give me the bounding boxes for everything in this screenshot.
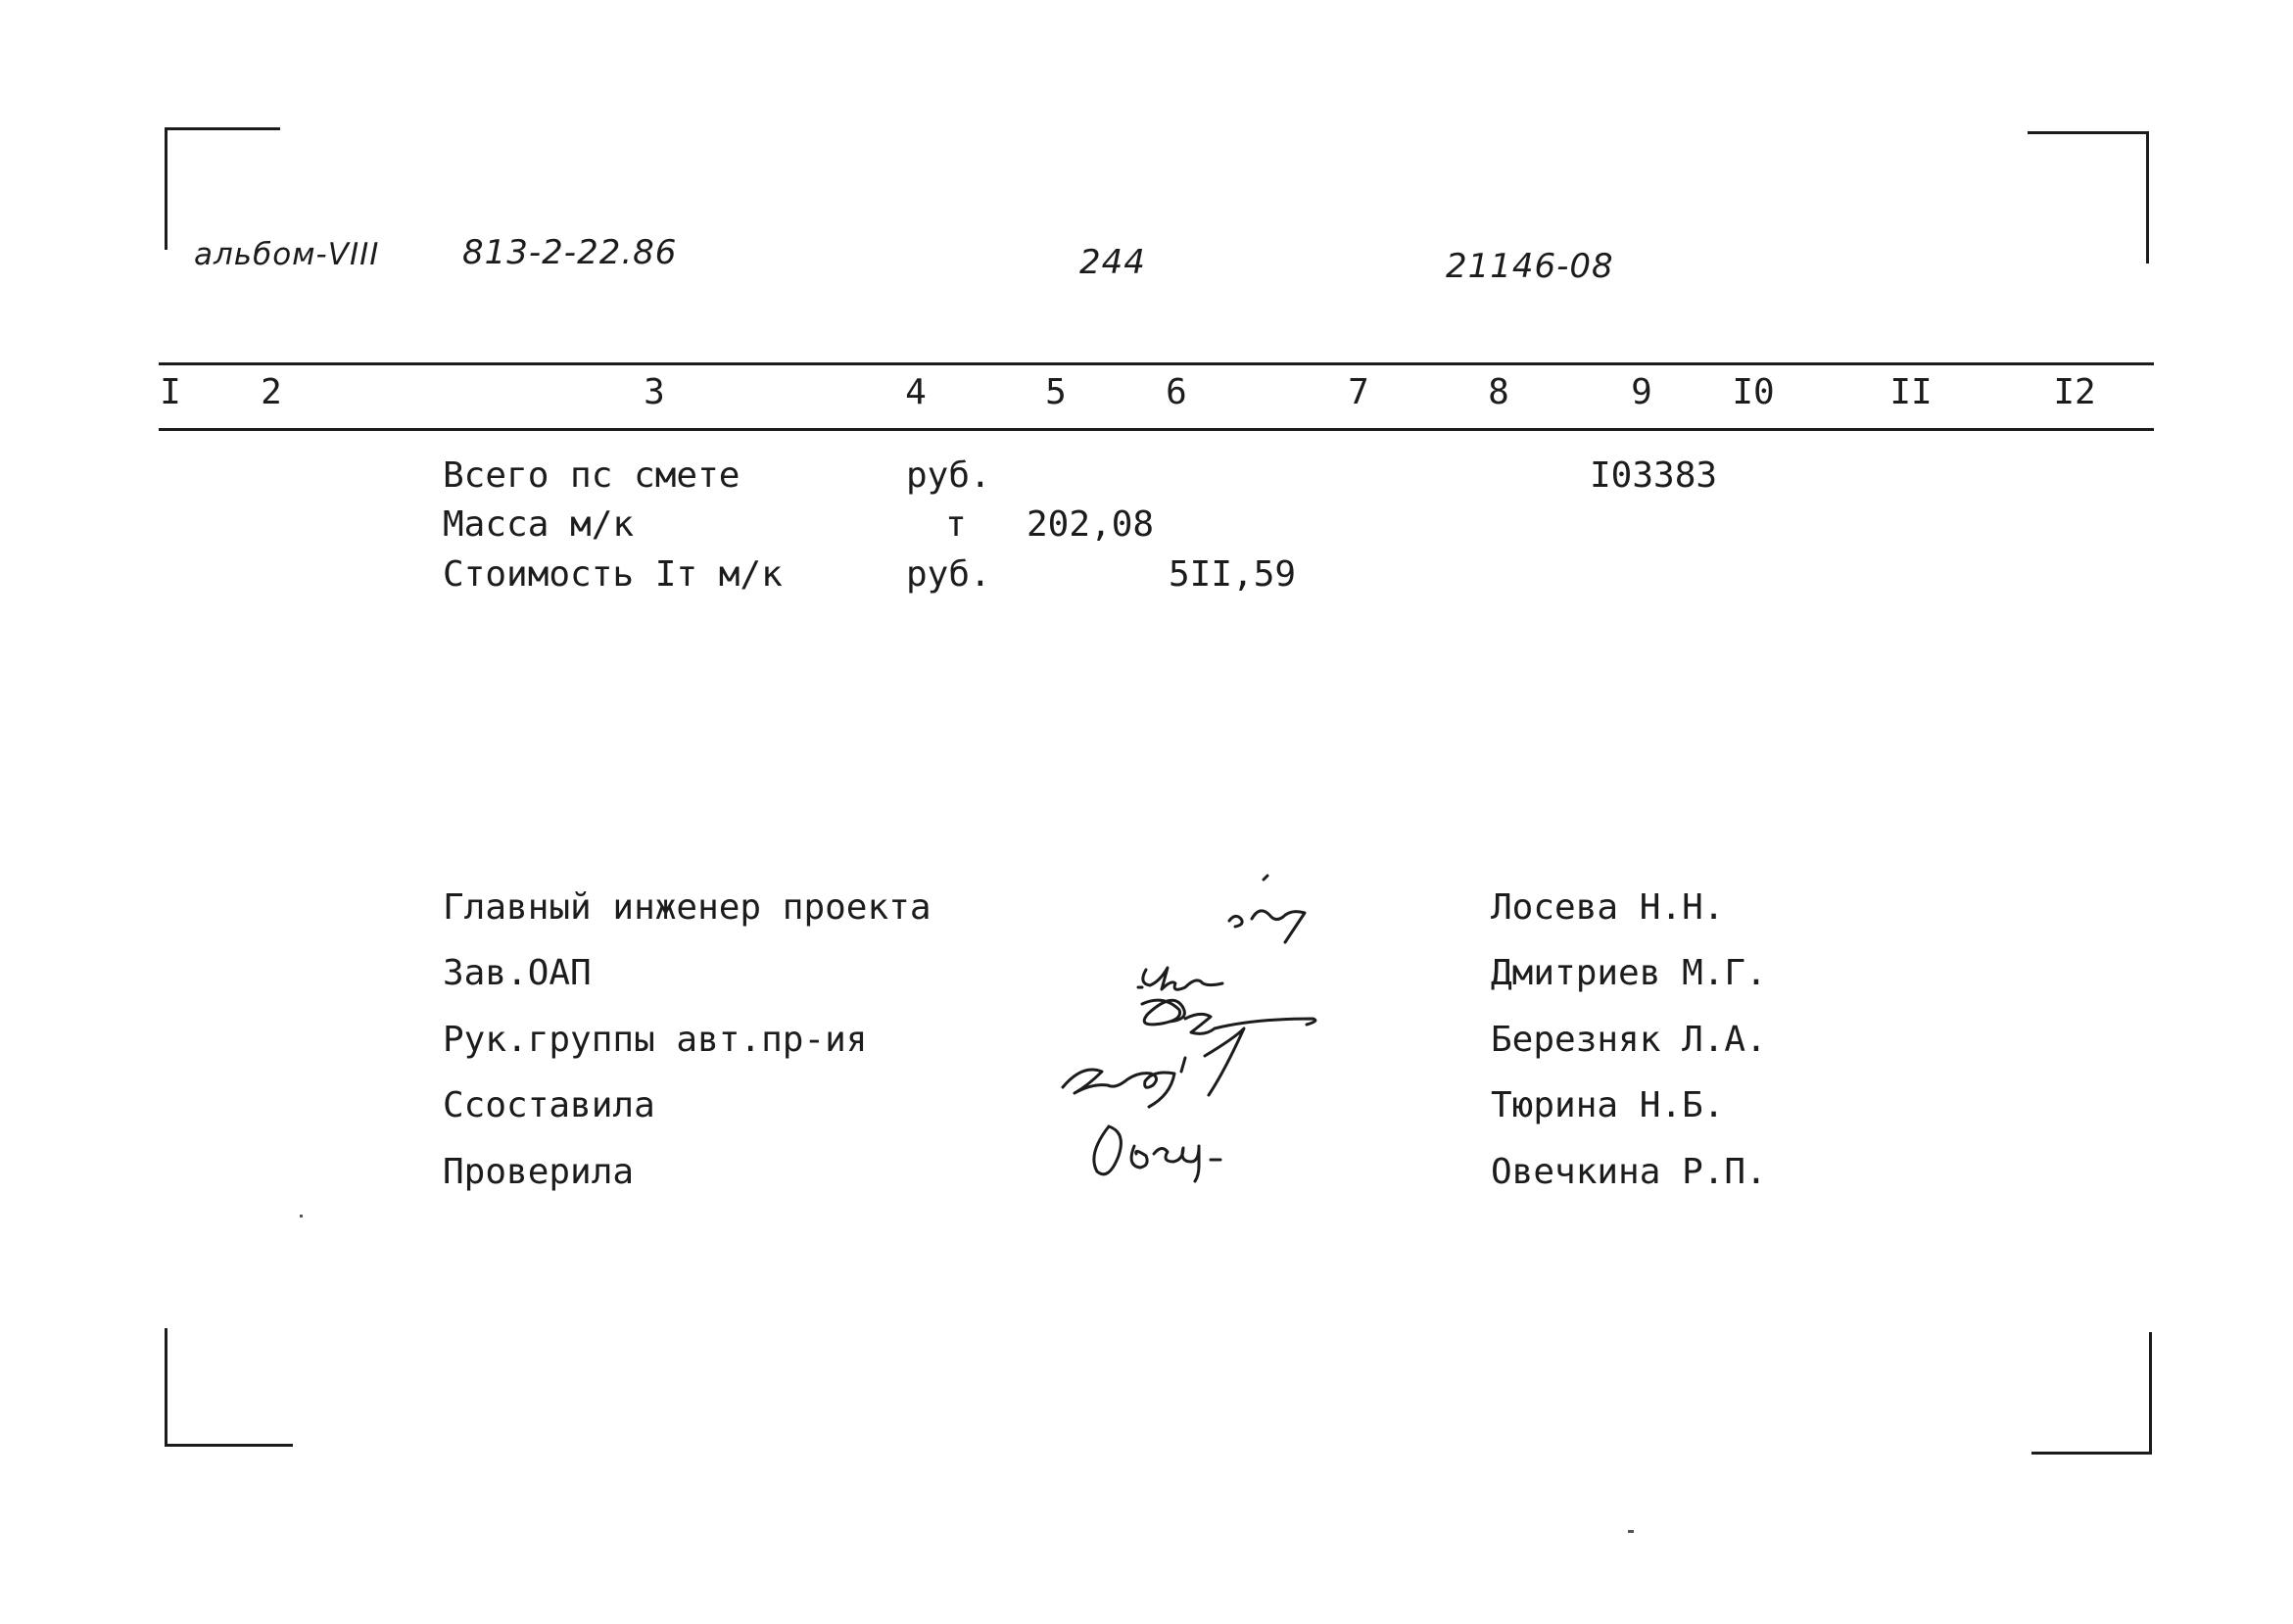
corner-mark-top-left (165, 127, 280, 250)
column-number: I (160, 372, 181, 412)
row-label: Всего пс смете (443, 455, 740, 496)
row-value-col6: 5II,59 (1169, 554, 1297, 595)
signatory-name: Лосева Н.Н. (1491, 887, 1725, 928)
document-number: 21146-08 (1446, 247, 1614, 286)
signatory-role: Зав.ОАП (443, 953, 592, 993)
summary-row-unit-cost (0, 554, 2293, 599)
column-number: II (1889, 372, 1933, 412)
summary-row-total-cost (0, 455, 2293, 501)
column-number: 3 (644, 372, 665, 412)
signatory-name: Тюрина Н.Б. (1491, 1085, 1725, 1125)
corner-mark-top-right (2028, 131, 2149, 263)
column-number: 9 (1631, 372, 1652, 412)
project-code: 813-2-22.86 (462, 233, 678, 272)
column-number: 7 (1348, 372, 1369, 412)
summary-row-mass (0, 504, 2293, 549)
corner-mark-bottom-right (2031, 1332, 2152, 1455)
row-value-col5: 202,08 (1027, 504, 1155, 545)
scan-speck (300, 1215, 303, 1218)
handwritten-signature (1094, 1126, 1220, 1181)
column-number: 6 (1166, 372, 1187, 412)
signatory-role: Проверила (443, 1152, 635, 1192)
signatory-name: Березняк Л.А. (1491, 1020, 1767, 1060)
signatory-role: Ссоставила (443, 1085, 655, 1125)
column-number: 2 (261, 372, 282, 412)
signatures-group (1038, 862, 1371, 1215)
row-unit: руб. (906, 455, 991, 496)
table-header-rule (159, 428, 2154, 431)
column-number: 5 (1045, 372, 1067, 412)
signatory-role: Главный инженер проекта (443, 887, 932, 928)
row-label: Стоимость Iт м/к (443, 554, 783, 595)
handwritten-signature (1063, 1028, 1244, 1107)
handwritten-signature (1138, 968, 1222, 989)
scan-speck (1628, 1530, 1634, 1533)
row-value-col9: I03383 (1590, 455, 1718, 496)
table-top-rule (159, 362, 2154, 365)
row-unit: руб. (906, 554, 991, 595)
column-number: I2 (2053, 372, 2096, 412)
row-label: Масса м/к (443, 504, 635, 545)
page-number: 244 (1079, 243, 1146, 282)
column-number: 8 (1488, 372, 1509, 412)
column-number: I0 (1732, 372, 1775, 412)
row-unit: т (945, 504, 967, 545)
column-number: 4 (905, 372, 927, 412)
handwritten-signature (1142, 1000, 1315, 1033)
signatory-name: Овечкина Р.П. (1491, 1152, 1767, 1192)
signatory-name: Дмитриев М.Г. (1491, 953, 1767, 993)
signatory-role: Рук.группы авт.пр-ия (443, 1020, 868, 1060)
album-label: альбом-VIII (194, 237, 380, 272)
handwritten-signature (1229, 876, 1305, 942)
corner-mark-bottom-left (165, 1328, 293, 1447)
